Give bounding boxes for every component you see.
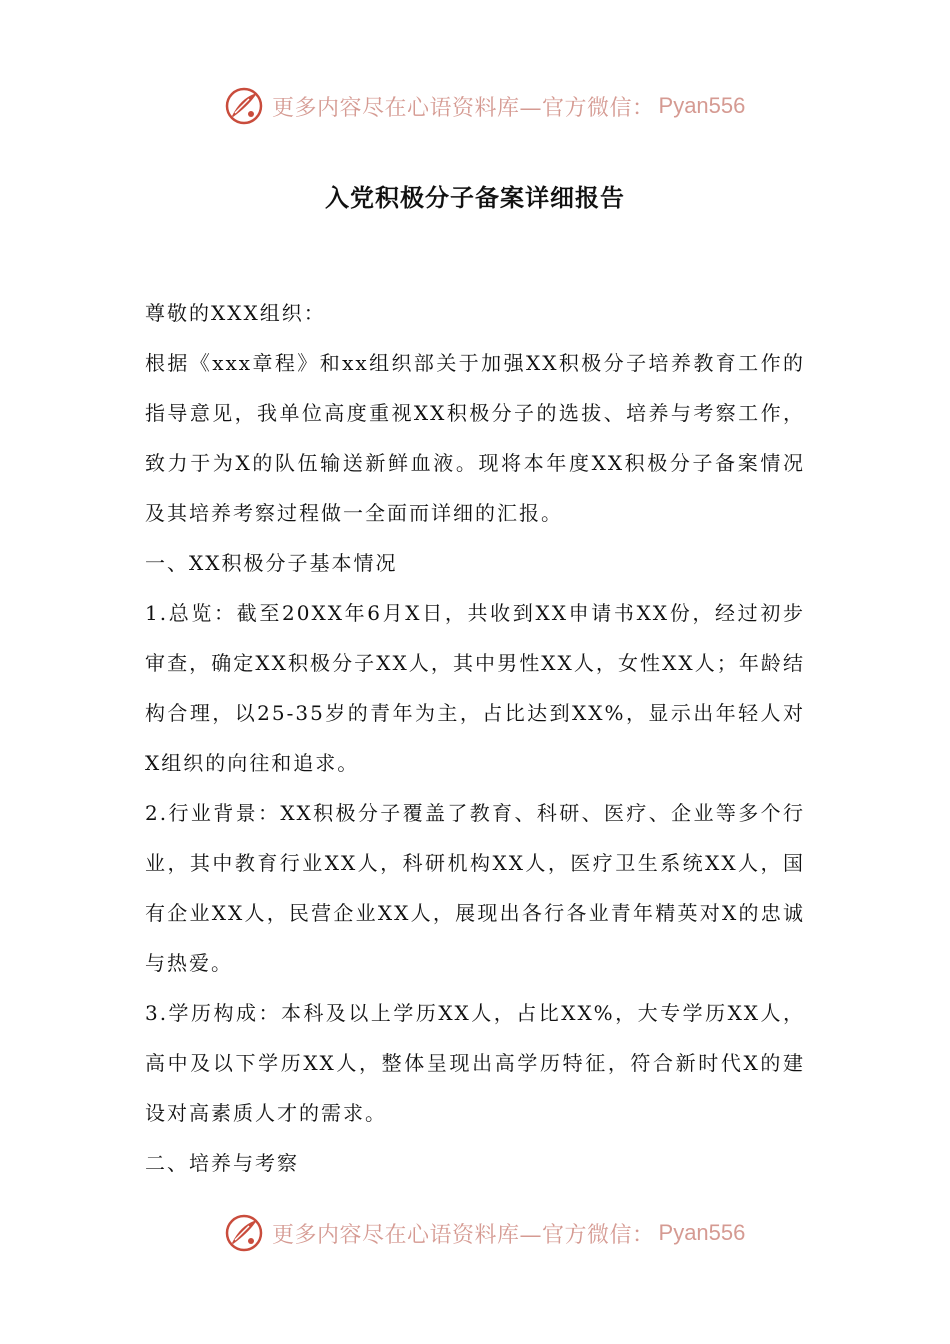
document-title: 入党积极分子备案详细报告	[325, 183, 625, 212]
item-overview: 1.总览：截至20XX年6月X日，共收到XX申请书XX份，经过初步审查，确定XX积极分子XX人，其中男性XX人，女性XX人；年龄结构合理，以25-35岁的青年为主，占比达到XX%，显示出年轻人对X组织的向往和追求。	[145, 601, 805, 775]
pen-logo-icon	[224, 86, 264, 126]
item-industry-background: 2.行业背景：XX积极分子覆盖了教育、科研、医疗、企业等多个行业，其中教育行业XX人，科研机构XX人，医疗卫生系统XX人，国有企业XX人，民营企业XX人，展现出各行各业青年精英对X的忠诚与热爱。	[145, 801, 805, 975]
section-heading-2: 二、培养与考察	[145, 1151, 299, 1175]
intro-paragraph: 根据《xxx章程》和xx组织部关于加强XX积极分子培养教育工作的指导意见，我单位高度重视XX积极分子的选拔、培养与考察工作，致力于为X的队伍输送新鲜血液。现将本年度XX积极分子备案情况及其培养考察过程做一全面而详细的汇报。	[145, 351, 805, 525]
watermark-text: 更多内容尽在心语资料库—官方微信：	[272, 95, 655, 121]
document-body	[145, 288, 805, 1188]
watermark-text: 更多内容尽在心语资料库—官方微信：	[272, 1222, 655, 1248]
watermark-handle: Pyan556	[658, 1220, 746, 1245]
salutation: 尊敬的XXX组织：	[145, 301, 326, 325]
watermark-header	[224, 84, 745, 128]
section-heading-1: 一、XX积极分子基本情况	[145, 551, 398, 575]
pen-logo-icon	[224, 1213, 264, 1253]
watermark-footer	[224, 1211, 745, 1255]
watermark-handle: Pyan556	[658, 93, 746, 118]
item-education-composition: 3.学历构成：本科及以上学历XX人，占比XX%，大专学历XX人，高中及以下学历XX人，整体呈现出高学历特征，符合新时代X的建设对高素质人才的需求。	[145, 1001, 805, 1125]
